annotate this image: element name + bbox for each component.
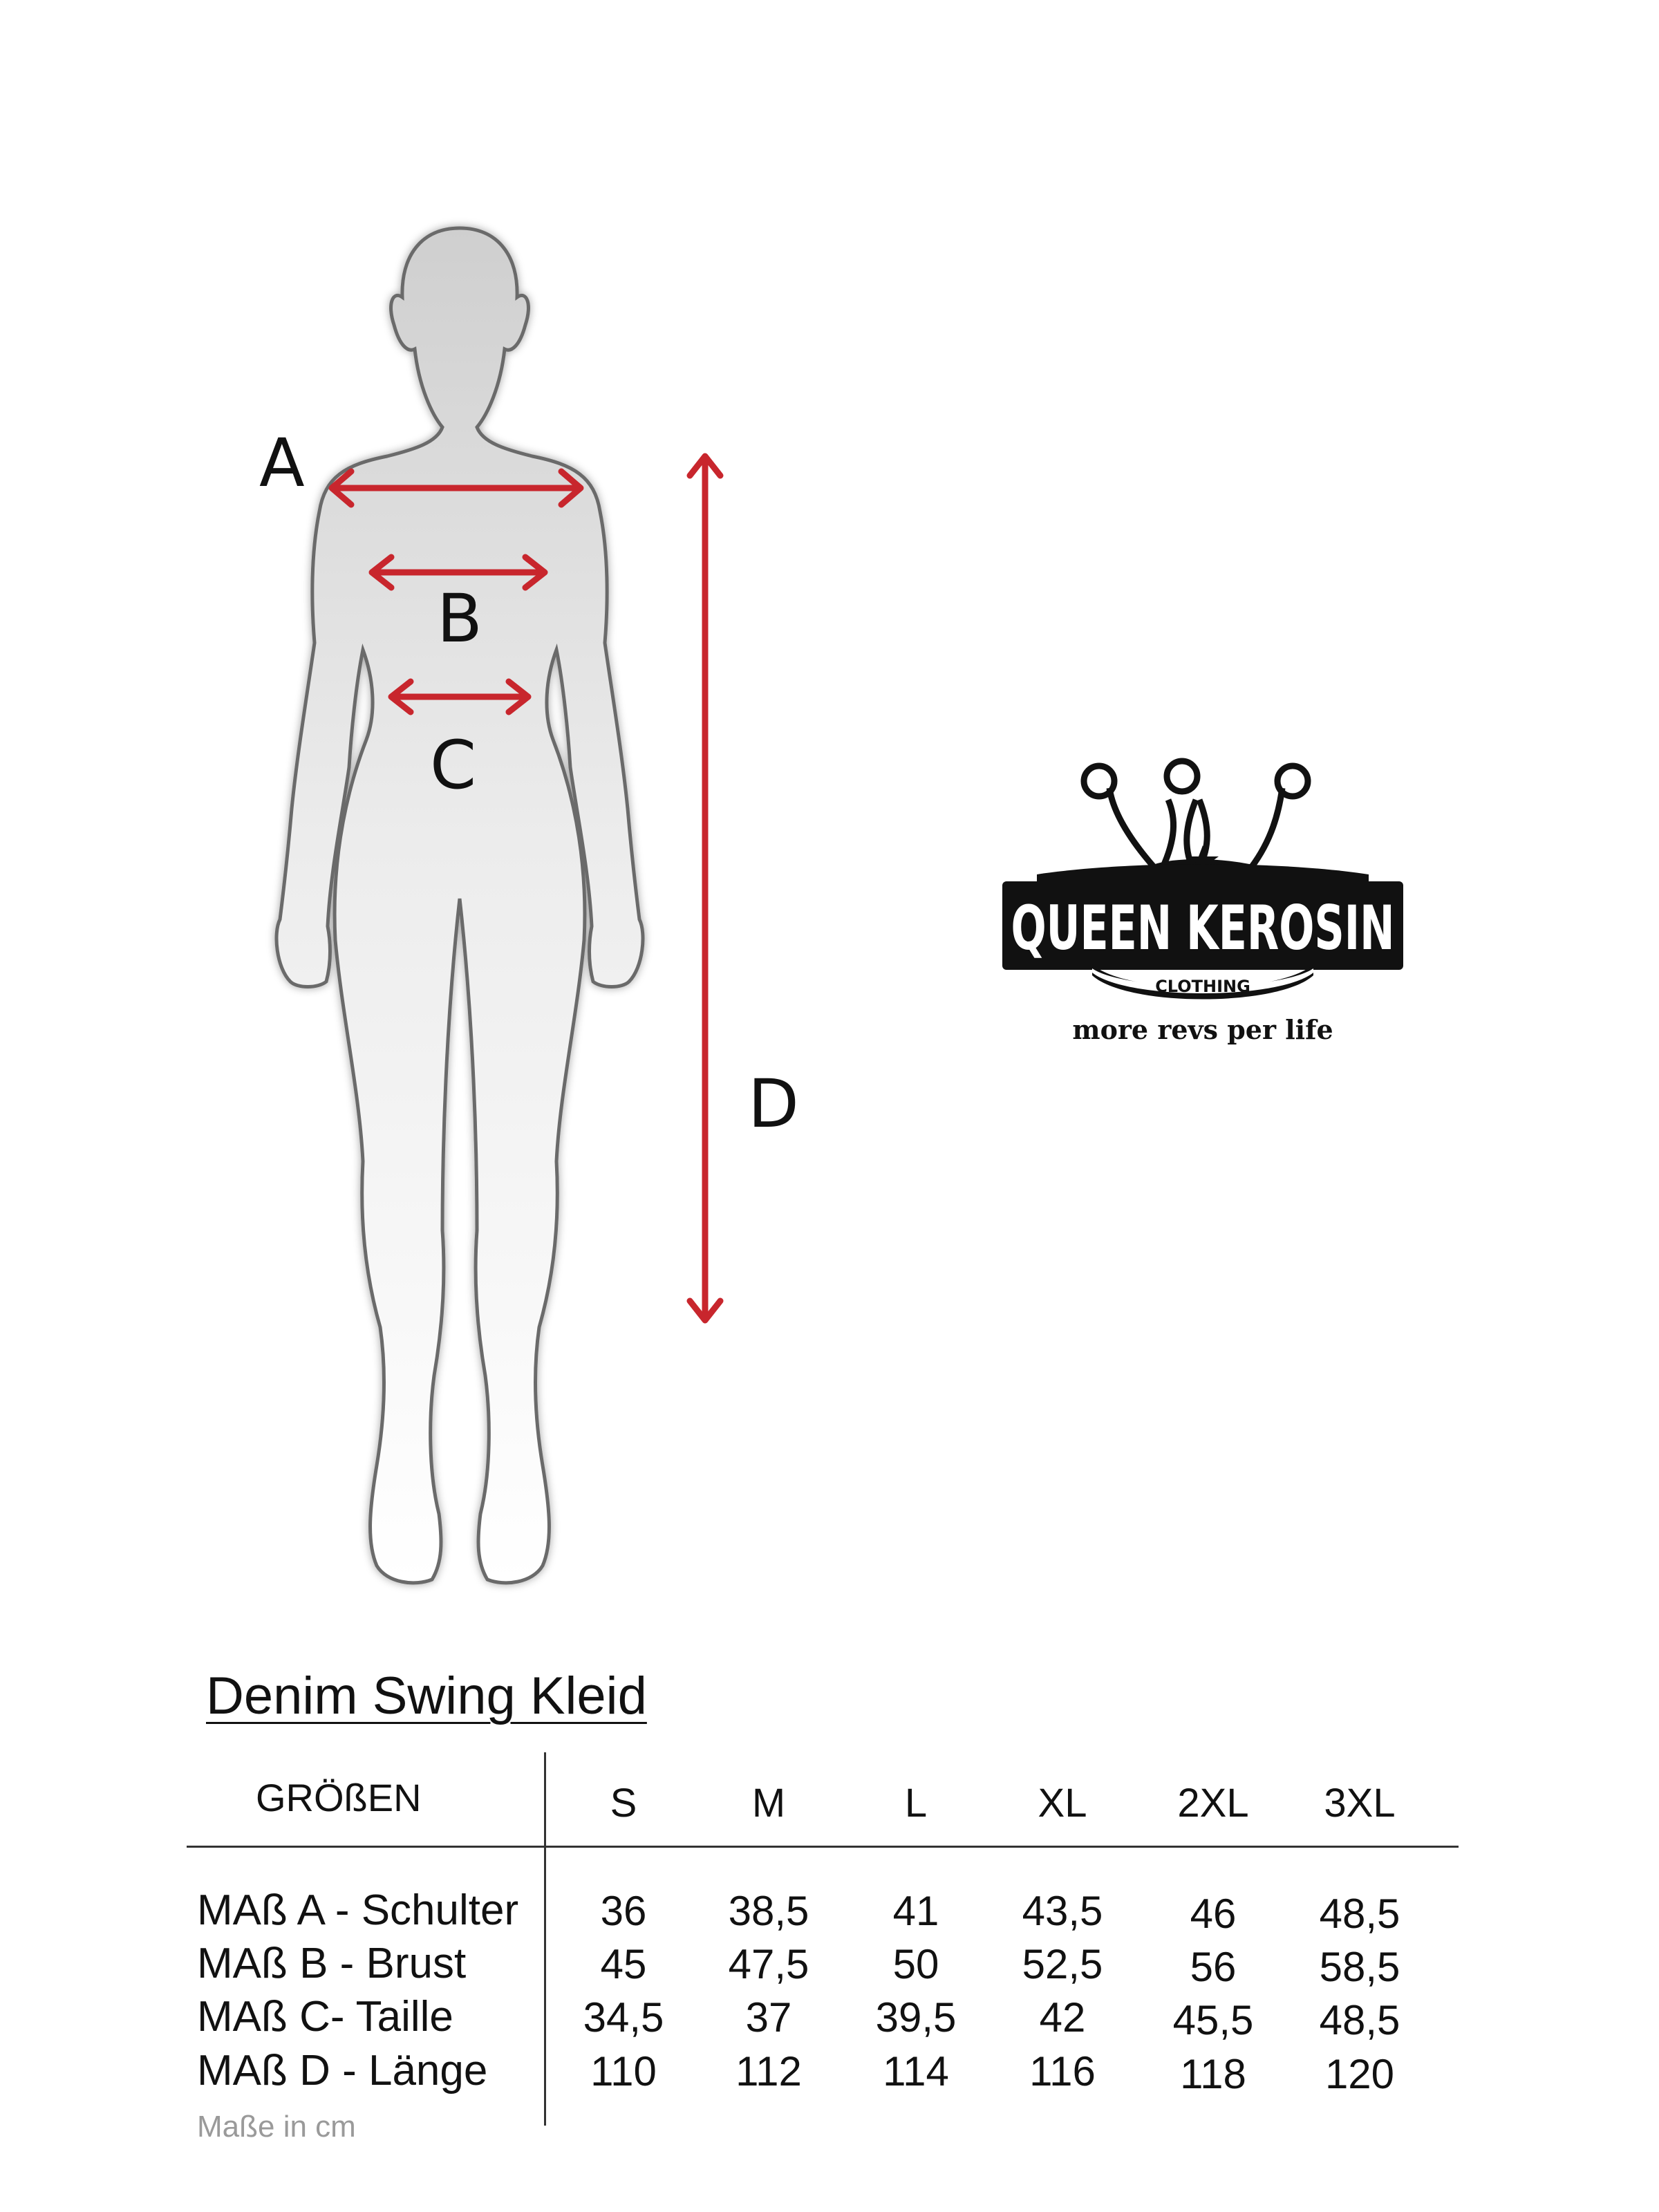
- table-title: Denim Swing Kleid: [206, 1667, 647, 1725]
- arrow-d-length: [690, 456, 720, 1320]
- table-cell: 46: [1190, 1891, 1237, 1937]
- label-b: B: [437, 580, 482, 657]
- logo-sub-text: CLOTHING: [1155, 977, 1250, 996]
- table-cell: 37: [745, 1994, 792, 2041]
- table-cell: 41: [892, 1888, 939, 1934]
- label-a: A: [259, 424, 305, 502]
- table-cell: 39,5: [875, 1994, 957, 2041]
- table-cell: 42: [1039, 1994, 1086, 2041]
- size-table: [0, 1645, 1659, 2212]
- size-header: M: [751, 1781, 786, 1826]
- table-cell: 34,5: [583, 1994, 664, 2041]
- body-silhouette: [276, 228, 643, 1583]
- table-column-divider: [544, 1752, 546, 2126]
- table-cell: 45,5: [1172, 1997, 1254, 2043]
- table-cell: 45: [600, 1941, 647, 1987]
- sizes-header-label: GRÖßEN: [256, 1776, 422, 1819]
- table-cell: 58,5: [1319, 1944, 1400, 1990]
- table-row-label: MAß C- Taille: [197, 1993, 453, 2041]
- label-c: C: [430, 727, 477, 804]
- size-header: S: [610, 1781, 637, 1826]
- table-cell: 38,5: [728, 1888, 809, 1934]
- table-cell: 120: [1324, 2051, 1395, 2097]
- table-cell: 112: [735, 2048, 802, 2094]
- table-cell: 48,5: [1319, 1891, 1400, 1937]
- label-d: D: [748, 1065, 799, 1143]
- table-cell: 43,5: [1022, 1888, 1103, 1934]
- size-header: 2XL: [1177, 1781, 1249, 1826]
- table-cell: 118: [1180, 2051, 1246, 2097]
- size-header: XL: [1038, 1781, 1087, 1826]
- logo-brand-text: QUEEN KEROSIN: [1011, 892, 1395, 964]
- unit-note: Maße in cm: [197, 2110, 356, 2144]
- table-cell: 36: [600, 1888, 647, 1934]
- table-cell: 48,5: [1319, 1997, 1400, 2043]
- table-header-divider: [187, 1846, 1459, 1848]
- crown-icon: [1084, 761, 1308, 868]
- table-row-label: MAß A - Schulter: [197, 1886, 519, 1934]
- size-header: L: [904, 1781, 928, 1826]
- table-cell: 52,5: [1022, 1941, 1103, 1987]
- table-row-label: MAß D - Länge: [197, 2047, 488, 2094]
- table-cell: 114: [883, 2048, 949, 2094]
- table-row-label: MAß B - Brust: [197, 1940, 467, 1987]
- logo-tagline: more revs per life: [1072, 1014, 1333, 1045]
- table-cell: 56: [1190, 1944, 1237, 1990]
- table-cell: 116: [1029, 2048, 1096, 2094]
- table-cell: 47,5: [728, 1941, 809, 1987]
- table-cell: 50: [892, 1941, 939, 1987]
- table-cell: 110: [590, 2048, 657, 2094]
- size-header: 3XL: [1324, 1781, 1396, 1826]
- brand-logo: [988, 757, 1417, 1061]
